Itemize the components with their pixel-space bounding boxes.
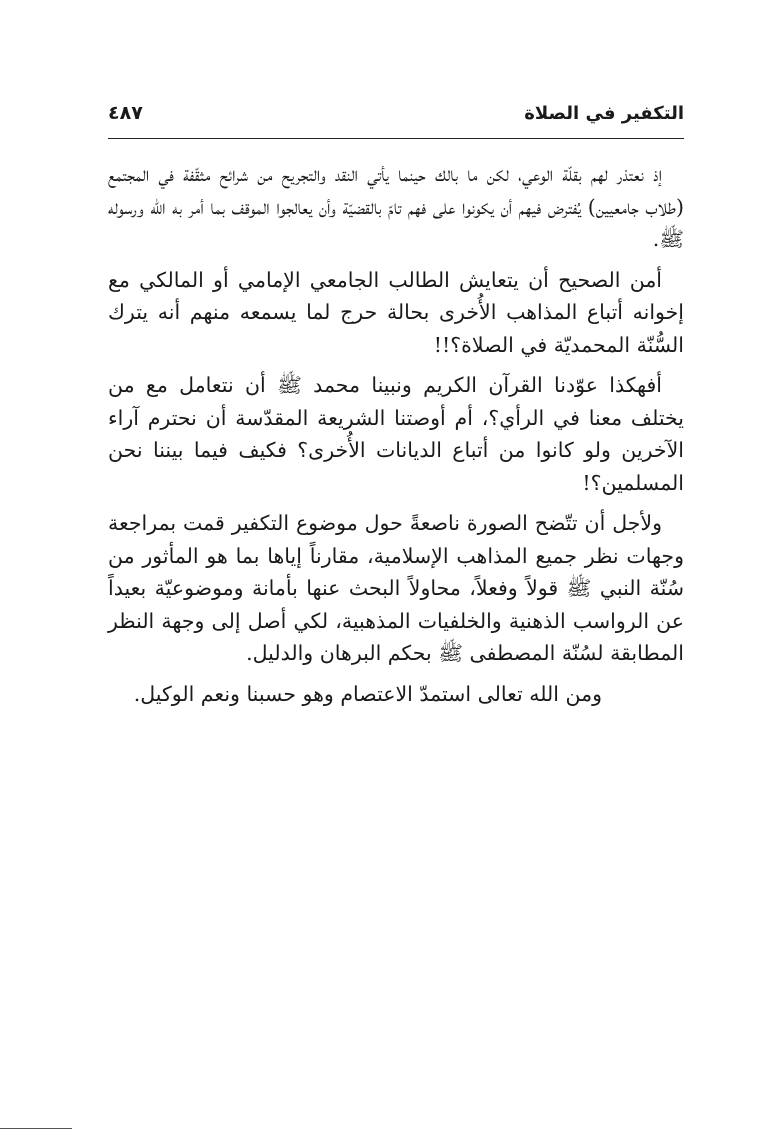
paragraph-1: إذ نعتذر لهم بقلّة الوعي، لكن ما بالك حينما يأتي النقد والتجريح من شرائح مثقّفة في المجتمع (طلاب جامعيين) يُفترض فيهم أن يكونوا على فهم تامّ بالقضيّة وأن يعالجوا الموقف بما أمر به الله ورسوله ﷺ. [108, 162, 684, 251]
page-header [108, 96, 684, 130]
body-text [108, 158, 684, 718]
paragraph-2: أمن الصحيح أن يتعايش الطالب الجامعي الإمامي أو المالكي مع إخوانه أتباع المذاهب الأُخرى بحالة حرج لما يسمعه منهم أنه يترك السُّنّة المحمديّة في الصلاة؟!! [108, 267, 684, 357]
bottom-edge-rule [0, 1128, 72, 1129]
header-rule [108, 138, 684, 139]
paragraph-3: أفهكذا عوّدنا القرآن الكريم ونبينا محمد ﷺ أن نتعامل مع من يختلف معنا في الرأي؟، أم أوصتنا الشريعة المقدّسة أن نحترم آراء الآخرين ولو كانوا من أتباع الديانات الأُخرى؟ فكيف فيما بيننا نحن المسلمين؟! [108, 373, 684, 495]
closing-line: ومن الله تعالى استمدّ الاعتصام وهو حسبنا ونعم الوكيل. [133, 681, 602, 706]
running-title: التكفير في الصلاة [524, 102, 684, 124]
paragraph-4: ولأجل أن تتّضح الصورة ناصعةً حول موضوع التكفير قمت بمراجعة وجهات نظر جميع المذاهب الإسلامية، مقارناً إياها بما هو المأثور من سُنّة النبي ﷺ قولاً وفعلاً، محاولاً البحث عنها بأمانة وموضوعيّة بعيداً عن الرواسب الذهنية والخلفيات المذهبية، لكي أصل إلى وجهة النظر المطابقة لسُنّة المصطفى ﷺ بحكم البرهان والدليل. [108, 511, 684, 665]
page-number: ٤٨٧ [108, 102, 143, 124]
